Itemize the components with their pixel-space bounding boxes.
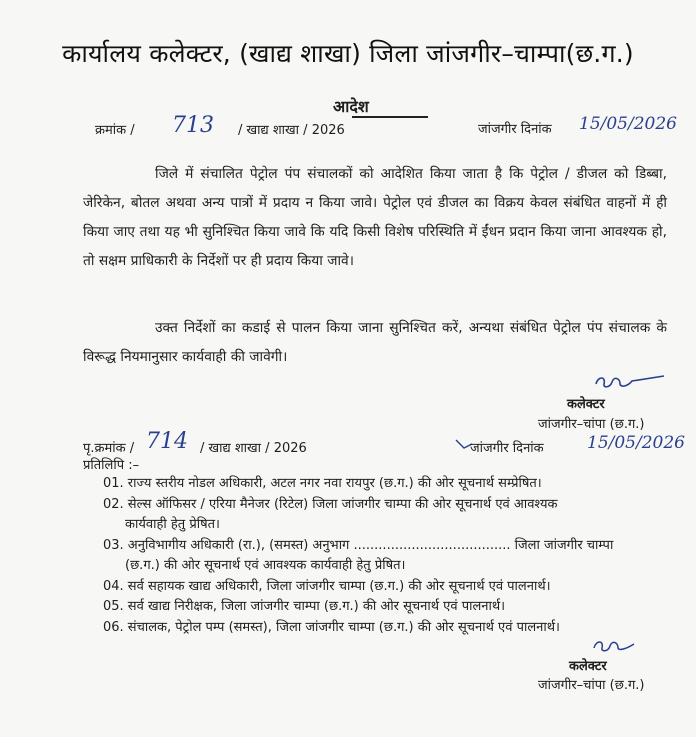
order-paragraph-1: जिले में संचालित पेट्रोल पंप संचालकों को आदेशित किया जाता है कि पेट्रोल / डीजल को डिब्बा, जेरिकेन, बोतल अथवा अन्य पात्रों में प्रदाय न किया जावे। पेट्रोल एवं डीजल का विक्रय केवल संबंधित वाहनों में ही किया जाए तथा यह भी सुनिश्चित किया जावे कि यदि किसी विशेष परिस्थिति में ईंधन प्रदान किया जाना आवश्यक हो, तो सक्षम प्राधिकारी के निर्देशों पर ही प्रदाय किया जावे। — [83, 166, 667, 269]
office-title: कार्यालय कलेक्टर, (खाद्य शाखा) जिला जांजगीर–चाम्पा(छ.ग.) — [62, 39, 634, 68]
endorsement-number-label: पृ.क्रमांक / — [83, 441, 135, 456]
order-paragraph-2: उक्त निर्देशों का कडाई से पालन किया जाना सुनिश्चित करें, अन्यथा संबंधित पेट्रोल पंप संचालक के विरूद्ध नियमानुसार कार्यवाही की जावेगी। — [83, 320, 667, 365]
endorsement-number-handwritten: 714 — [146, 429, 188, 454]
endorsement-place-date-label: जांजगीर दिनांक — [470, 441, 544, 456]
order-heading: आदेश — [333, 97, 369, 116]
order-date-handwritten: 15/05/2026 — [579, 114, 677, 134]
copy-item-06: 06. संचालक, पेट्रोल पम्प (समस्त), जिला जांजगीर चाम्पा (छ.ग.) की ओर सूचनार्थ एवं पालनार्थ। — [103, 619, 560, 635]
order-heading-underline — [352, 116, 428, 118]
copy-list — [103, 474, 673, 638]
copy-item-02: 02. सेल्स ऑफिसर / एरिया मैनेजर (रिटेल) जिला जांजगीर चाम्पा की ओर सूचनार्थ एवं आवश्यक — [103, 496, 558, 512]
endorsement-date-handwritten: 15/05/2026 — [587, 433, 685, 453]
copy-item-05: 05. सर्व खाद्य निरीक्षक, जिला जांजगीर चाम्पा (छ.ग.) की ओर सूचनार्थ एवं पालनार्थ। — [103, 599, 506, 614]
order-number-handwritten: 713 — [172, 113, 214, 138]
order-place-date-label: जांजगीर दिनांक — [478, 122, 552, 137]
copy-item-01: 01. राज्य स्तरीय नोडल अधिकारी, अटल नगर नवा रायपुर (छ.ग.) की ओर सूचनार्थ सम्प्रेषित। — [103, 476, 542, 491]
signature-2-place: जांजगीर–चांपा (छ.ग.) — [538, 678, 645, 693]
copy-to-label: प्रतिलिपि :– — [83, 458, 140, 473]
copy-item-02-continued: कार्यवाही हेतु प्रेषित। — [125, 517, 220, 532]
copy-item-03: 03. अनुविभागीय अधिकारी (रा.), (समस्त) अनुभाग ...................................... जिला जांजगीर चाम्पा — [103, 537, 614, 553]
order-branch-year: / खाद्य शाखा / 2026 — [238, 123, 345, 138]
copy-item-04: 04. सर्व सहायक खाद्य अधिकारी, जिला जांजगीर चाम्पा (छ.ग.) की ओर सूचनार्थ एवं पालनार्थ। — [103, 578, 551, 594]
signature-1-designation: कलेक्टर — [567, 397, 605, 412]
signature-1-mark — [590, 370, 670, 392]
copy-item-03-continued: (छ.ग.) की ओर सूचनार्थ एवं आवश्यक कार्यवाही हेतु प्रेषित। — [125, 558, 406, 573]
signature-1-place: जांजगीर–चांपा (छ.ग.) — [538, 417, 645, 432]
order-number-label: क्रमांक / — [95, 123, 135, 138]
signature-2-designation: कलेक्टर — [569, 659, 607, 674]
endorsement-branch-year: / खाद्य शाखा / 2026 — [200, 441, 307, 456]
signature-2-mark — [590, 636, 640, 654]
